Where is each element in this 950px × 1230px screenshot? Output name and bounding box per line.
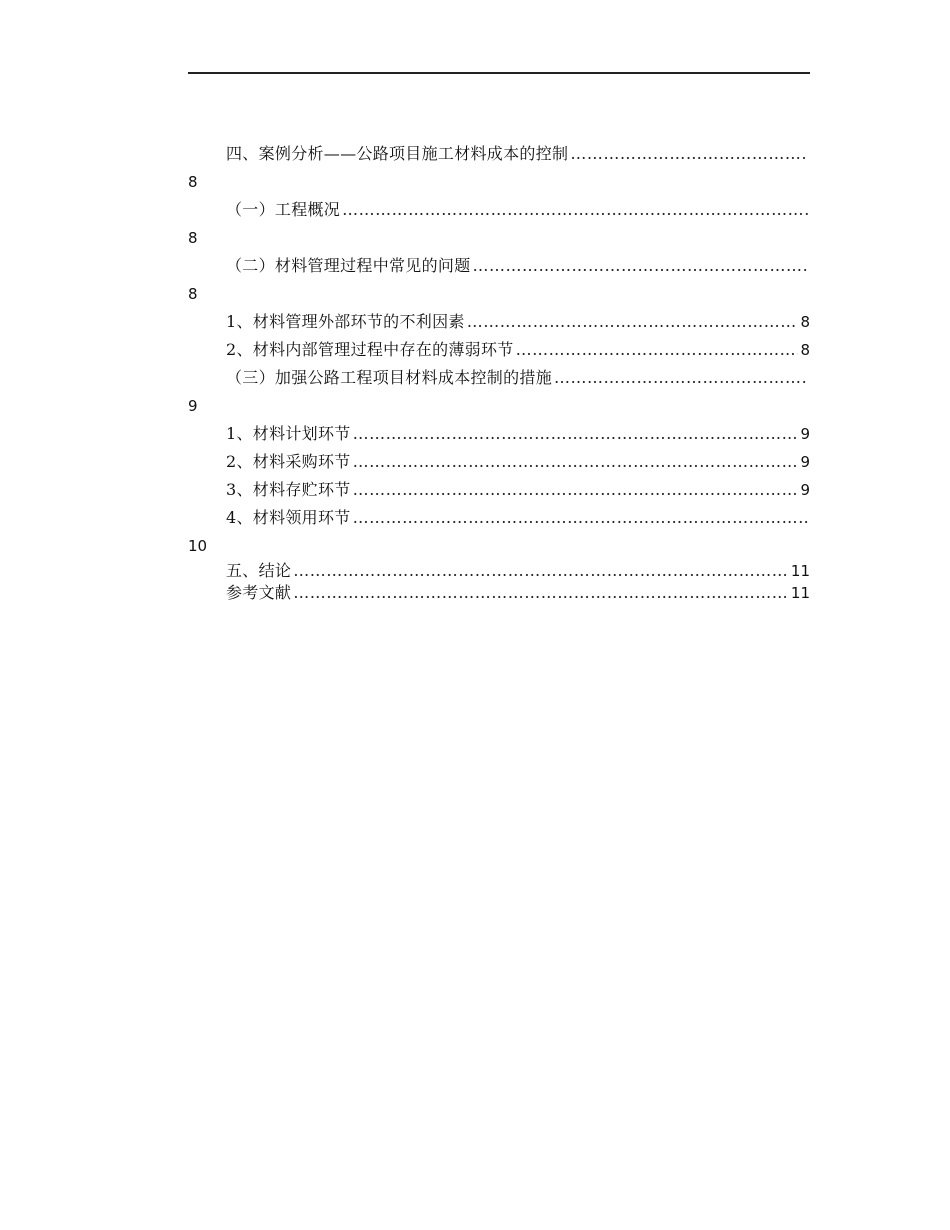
toc-entry[interactable]	[188, 582, 810, 604]
toc-entry-title: 五、结论	[226, 561, 292, 580]
toc-entry-page: 8	[188, 173, 198, 191]
toc-entry-title: 四、案例分析——公路项目施工材料成本的控制	[226, 144, 569, 163]
toc-entry[interactable]	[188, 448, 810, 476]
toc-entry-page: 9	[188, 397, 198, 415]
toc-entry[interactable]	[188, 336, 810, 364]
toc-entry-title: 3、材料存贮环节	[226, 480, 351, 499]
toc-entry[interactable]	[188, 420, 810, 448]
toc-dot-leader	[570, 140, 808, 168]
toc-dot-leader	[554, 364, 808, 392]
toc-dot-leader	[353, 420, 799, 448]
toc-entry-title: 4、材料领用环节	[226, 508, 351, 527]
toc-entry-page: 9	[800, 453, 810, 471]
toc-entry-page: 9	[800, 425, 810, 443]
toc-entry-page: 8	[188, 285, 198, 303]
toc-dot-leader	[342, 196, 808, 224]
toc-entry-title: （二）材料管理过程中常见的问题	[226, 256, 471, 275]
toc-entry[interactable]	[188, 560, 810, 582]
table-of-contents	[188, 140, 810, 604]
toc-entry[interactable]	[188, 140, 810, 196]
toc-entry[interactable]	[188, 476, 810, 504]
toc-entry-title: 参考文献	[226, 583, 292, 602]
toc-entry[interactable]	[188, 308, 810, 336]
toc-dot-leader	[353, 504, 808, 532]
toc-dot-leader	[516, 336, 799, 364]
toc-dot-leader	[467, 308, 799, 336]
toc-dot-leader	[293, 560, 789, 582]
toc-entry-title: 2、材料采购环节	[226, 452, 351, 471]
header-rule	[188, 72, 810, 74]
toc-entry-page: 8	[800, 341, 810, 359]
toc-entry[interactable]	[188, 252, 810, 308]
toc-entry-page: 11	[790, 584, 810, 602]
toc-entry-title: 2、材料内部管理过程中存在的薄弱环节	[226, 340, 514, 359]
toc-dot-leader	[353, 448, 799, 476]
toc-entry[interactable]	[188, 364, 810, 420]
toc-dot-leader	[293, 582, 789, 604]
toc-entry-title: 1、材料管理外部环节的不利因素	[226, 312, 465, 331]
toc-entry[interactable]	[188, 196, 810, 252]
toc-entry-title: （一）工程概况	[226, 200, 341, 219]
toc-entry-title: （三）加强公路工程项目材料成本控制的措施	[226, 368, 553, 387]
toc-entry[interactable]	[188, 504, 810, 560]
toc-entry-page: 8	[800, 313, 810, 331]
toc-dot-leader	[473, 252, 808, 280]
toc-entry-page: 10	[188, 537, 208, 555]
toc-entry-page: 11	[790, 562, 810, 580]
toc-dot-leader	[353, 476, 799, 504]
toc-entry-page: 8	[188, 229, 198, 247]
toc-entry-page: 9	[800, 481, 810, 499]
toc-entry-title: 1、材料计划环节	[226, 424, 351, 443]
